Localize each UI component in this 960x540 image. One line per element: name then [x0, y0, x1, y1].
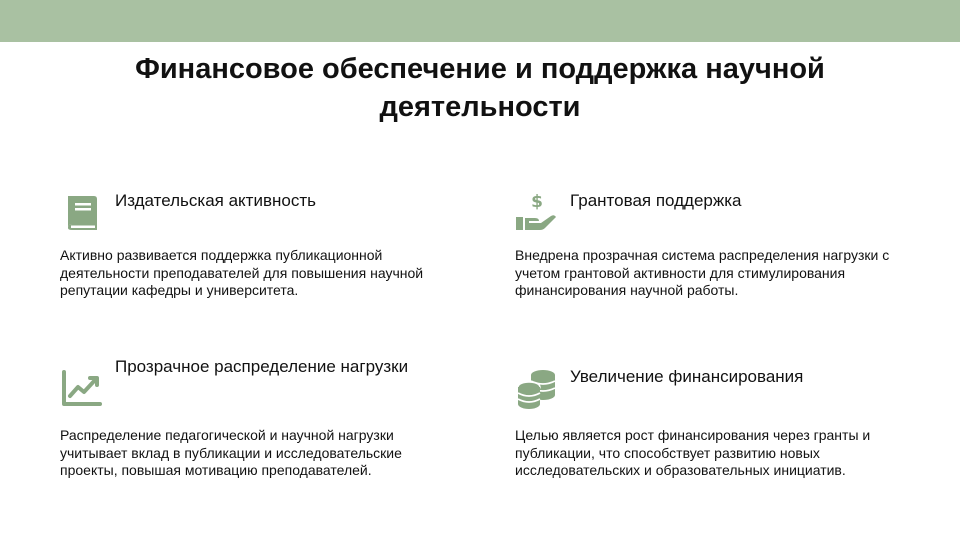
slide-title: Финансовое обеспечение и поддержка научной деятельности — [135, 53, 825, 123]
card-heading: Издательская активность — [115, 191, 316, 210]
card-text: Активно развивается поддержка публикационной деятельности преподавателей для повышения научной репутации кафедры и университета. — [60, 247, 424, 298]
svg-text:$: $ — [531, 192, 543, 212]
dollar-hand-icon — [515, 190, 559, 234]
header-band — [0, 0, 960, 42]
line-chart-icon — [60, 366, 104, 410]
coins-stack-icon — [515, 366, 559, 410]
card-heading: Прозрачное распределение нагрузки — [115, 357, 409, 376]
card-text: Распределение педагогической и научной нагрузки учитывает вклад в публикации и исследовательские проекты, повышая мотивацию преподавателей. — [60, 427, 402, 478]
book-icon — [60, 190, 104, 234]
card-heading: Грантовая поддержка — [570, 191, 742, 210]
card-heading: Увеличение финансирования — [570, 367, 804, 386]
card-text: Внедрена прозрачная система распределения нагрузки с учетом грантовой активности для стимулирования финансирования научной работы. — [515, 247, 890, 298]
card-text: Целью является рост финансирования через гранты и публикации, что способствует развитию новых исследовательских и образовательных инициатив. — [515, 427, 871, 478]
